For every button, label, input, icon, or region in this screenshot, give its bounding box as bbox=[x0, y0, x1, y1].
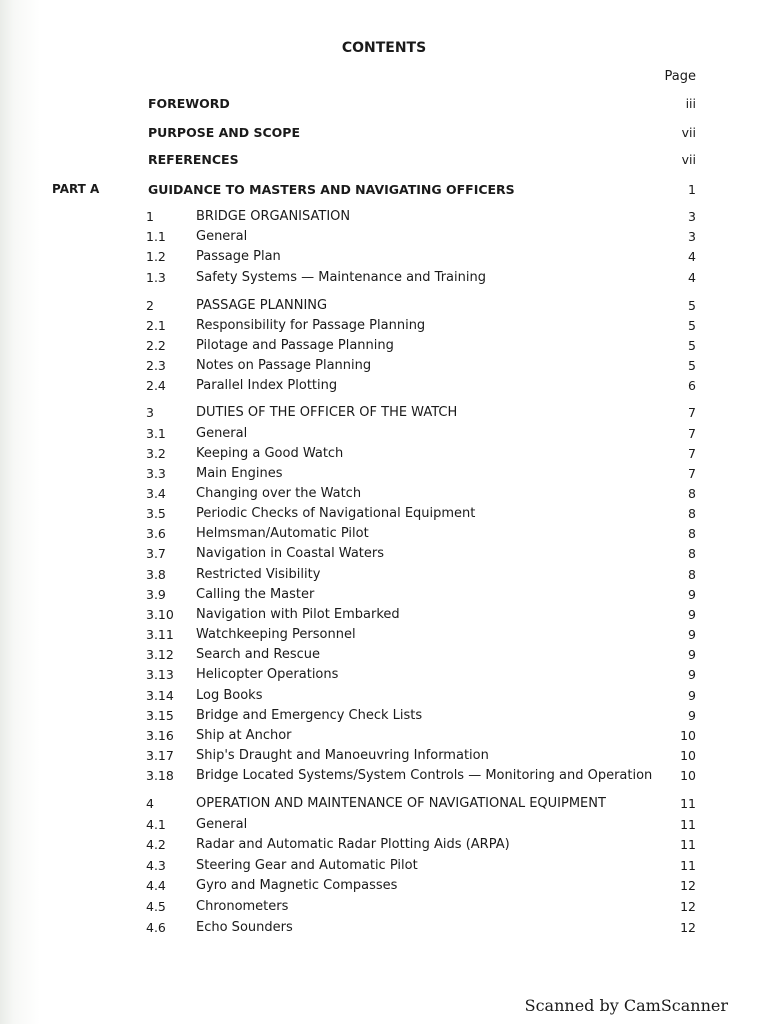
toc-entry-page: 12 bbox=[680, 899, 696, 914]
toc-entry-title: OPERATION AND MAINTENANCE OF NAVIGATIONAL EQUIPMENT bbox=[196, 796, 606, 811]
toc-entry-number: 3.17 bbox=[146, 748, 174, 763]
toc-section bbox=[0, 426, 768, 446]
toc-entry-number: 1.2 bbox=[146, 249, 166, 264]
toc-entry-title: Ship's Draught and Manoeuvring Information bbox=[196, 748, 489, 763]
toc-section bbox=[0, 270, 768, 290]
toc-entry-page: 8 bbox=[688, 486, 696, 501]
toc-chapter bbox=[0, 209, 768, 229]
toc-entry-page: 4 bbox=[688, 270, 696, 285]
toc-entry-references bbox=[0, 152, 768, 172]
toc-section bbox=[0, 446, 768, 466]
toc-entry-title: Gyro and Magnetic Compasses bbox=[196, 878, 398, 893]
toc-section bbox=[0, 837, 768, 857]
toc-entry-page: 10 bbox=[680, 728, 696, 743]
toc-entry-page: 3 bbox=[688, 209, 696, 224]
page-title: CONTENTS bbox=[341, 40, 427, 56]
toc-chapter bbox=[0, 405, 768, 425]
toc-section bbox=[0, 378, 768, 398]
toc-entry-number: 2.3 bbox=[146, 358, 166, 373]
toc-entry-title: Helicopter Operations bbox=[196, 667, 339, 682]
toc-entry-title: General bbox=[196, 426, 248, 441]
toc-section bbox=[0, 768, 768, 788]
toc-entry-title: Bridge Located Systems/System Controls — Monitoring and Operation bbox=[196, 768, 653, 783]
toc-entry-page: 11 bbox=[680, 796, 696, 811]
toc-entry-page: 9 bbox=[688, 587, 696, 602]
toc-entry-title: Helmsman/Automatic Pilot bbox=[196, 526, 369, 541]
toc-section bbox=[0, 728, 768, 748]
toc-entry-number: 4.3 bbox=[146, 858, 166, 873]
toc-section bbox=[0, 920, 768, 940]
toc-entry-page: 8 bbox=[688, 567, 696, 582]
toc-entry-page: 11 bbox=[680, 817, 696, 832]
toc-entry-page: 4 bbox=[688, 249, 696, 264]
toc-entry-page: 6 bbox=[688, 378, 696, 393]
toc-entry-title: Search and Rescue bbox=[196, 647, 320, 662]
scanner-watermark: Scanned by CamScanner bbox=[524, 996, 728, 1015]
toc-entry-purpose-and-scope bbox=[0, 125, 768, 145]
toc-entry-page: 7 bbox=[688, 405, 696, 420]
toc-entry-number: 2 bbox=[146, 298, 154, 313]
toc-entry-number: 3.4 bbox=[146, 486, 166, 501]
toc-entry-title: GUIDANCE TO MASTERS AND NAVIGATING OFFICERS bbox=[148, 182, 515, 197]
toc-section bbox=[0, 249, 768, 269]
toc-entry-number: 4.1 bbox=[146, 817, 166, 832]
toc-entry-page: 9 bbox=[688, 627, 696, 642]
toc-entry-title: Steering Gear and Automatic Pilot bbox=[196, 858, 418, 873]
toc-section bbox=[0, 486, 768, 506]
toc-section bbox=[0, 229, 768, 249]
toc-entry-number: 3.10 bbox=[146, 607, 174, 622]
toc-entry-title: FOREWORD bbox=[148, 96, 230, 111]
toc-section bbox=[0, 587, 768, 607]
toc-section bbox=[0, 318, 768, 338]
toc-entry-page: 8 bbox=[688, 526, 696, 541]
toc-entry-number: 2.2 bbox=[146, 338, 166, 353]
toc-entry-title: Echo Sounders bbox=[196, 920, 293, 935]
toc-section bbox=[0, 688, 768, 708]
toc-entry-title: General bbox=[196, 817, 248, 832]
toc-entry-title: Navigation in Coastal Waters bbox=[196, 546, 385, 561]
toc-entry-title: Watchkeeping Personnel bbox=[196, 627, 356, 642]
toc-entry-page: 3 bbox=[688, 229, 696, 244]
toc-entry-title: REFERENCES bbox=[148, 152, 239, 167]
toc-entry-page: 10 bbox=[680, 748, 696, 763]
toc-entry-number: 3.12 bbox=[146, 647, 174, 662]
toc-section bbox=[0, 858, 768, 878]
toc-section bbox=[0, 708, 768, 728]
toc-entry-page: vii bbox=[681, 152, 696, 167]
toc-entry-title: Responsibility for Passage Planning bbox=[196, 318, 426, 333]
toc-entry-title: BRIDGE ORGANISATION bbox=[196, 209, 351, 224]
toc-entry-title: Radar and Automatic Radar Plotting Aids (ARPA) bbox=[196, 837, 510, 852]
toc-section bbox=[0, 667, 768, 687]
toc-entry-number: 3.7 bbox=[146, 546, 166, 561]
toc-section bbox=[0, 338, 768, 358]
toc-entry-title: Restricted Visibility bbox=[196, 567, 321, 582]
toc-entry-page: 7 bbox=[688, 466, 696, 481]
toc-entry-number: 3 bbox=[146, 405, 154, 420]
toc-entry-page: 9 bbox=[688, 708, 696, 723]
toc-entry-title: PASSAGE PLANNING bbox=[196, 298, 328, 313]
toc-section bbox=[0, 607, 768, 627]
toc-entry-page: 9 bbox=[688, 667, 696, 682]
toc-section bbox=[0, 878, 768, 898]
toc-entry-title: Pilotage and Passage Planning bbox=[196, 338, 394, 353]
toc-entry-title: PURPOSE AND SCOPE bbox=[148, 125, 300, 140]
toc-entry-page: 12 bbox=[680, 878, 696, 893]
page-column-label: Page bbox=[664, 69, 696, 84]
toc-section bbox=[0, 748, 768, 768]
toc-entry-page: 7 bbox=[688, 426, 696, 441]
toc-section bbox=[0, 627, 768, 647]
toc-entry-number: 2.1 bbox=[146, 318, 166, 333]
toc-entry-title: Calling the Master bbox=[196, 587, 315, 602]
toc-entry-title: Navigation with Pilot Embarked bbox=[196, 607, 400, 622]
toc-entry-part-a bbox=[0, 182, 768, 202]
toc-entry-title: Main Engines bbox=[196, 466, 283, 481]
toc-entry-page: iii bbox=[685, 96, 696, 111]
toc-entry-page: 11 bbox=[680, 837, 696, 852]
toc-chapter bbox=[0, 298, 768, 318]
toc-entry-number: 3.9 bbox=[146, 587, 166, 602]
toc-entry-page: 9 bbox=[688, 607, 696, 622]
toc-entry-number: 3.2 bbox=[146, 446, 166, 461]
toc-entry-number: 3.13 bbox=[146, 667, 174, 682]
toc-entry-page: 5 bbox=[688, 318, 696, 333]
toc-section bbox=[0, 899, 768, 919]
toc-entry-page: 9 bbox=[688, 688, 696, 703]
toc-entry-title: Log Books bbox=[196, 688, 263, 703]
toc-entry-number: 3.14 bbox=[146, 688, 174, 703]
toc-entry-number: 1 bbox=[146, 209, 154, 224]
toc-entry-page: 11 bbox=[680, 858, 696, 873]
toc-entry-title: Changing over the Watch bbox=[196, 486, 362, 501]
toc-entry-number: 3.3 bbox=[146, 466, 166, 481]
toc-entry-page: 5 bbox=[688, 358, 696, 373]
toc-entry-title: Periodic Checks of Navigational Equipment bbox=[196, 506, 476, 521]
toc-entry-number: 3.11 bbox=[146, 627, 174, 642]
toc-entry-title: Ship at Anchor bbox=[196, 728, 292, 743]
toc-part-label: PART A bbox=[52, 182, 100, 196]
toc-entry-number: 4 bbox=[146, 796, 154, 811]
toc-entry-number: 3.5 bbox=[146, 506, 166, 521]
toc-entry-number: 4.5 bbox=[146, 899, 166, 914]
toc-chapter bbox=[0, 796, 768, 816]
toc-entry-number: 3.16 bbox=[146, 728, 174, 743]
toc-entry-page: 9 bbox=[688, 647, 696, 662]
toc-section bbox=[0, 567, 768, 587]
toc-entry-title: Notes on Passage Planning bbox=[196, 358, 372, 373]
toc-entry-number: 3.6 bbox=[146, 526, 166, 541]
toc-entry-page: vii bbox=[681, 125, 696, 140]
toc-entry-page: 5 bbox=[688, 298, 696, 313]
toc-entry-number: 4.6 bbox=[146, 920, 166, 935]
toc-entry-number: 3.15 bbox=[146, 708, 174, 723]
toc-entry-page: 7 bbox=[688, 446, 696, 461]
toc-section bbox=[0, 466, 768, 486]
toc-entry-page: 8 bbox=[688, 546, 696, 561]
toc-entry-title: Bridge and Emergency Check Lists bbox=[196, 708, 423, 723]
toc-entry-number: 1.1 bbox=[146, 229, 166, 244]
toc-entry-number: 3.1 bbox=[146, 426, 166, 441]
toc-entry-number: 2.4 bbox=[146, 378, 166, 393]
toc-section bbox=[0, 506, 768, 526]
toc-entry-number: 1.3 bbox=[146, 270, 166, 285]
toc-entry-number: 3.18 bbox=[146, 768, 174, 783]
toc-entry-number: 3.8 bbox=[146, 567, 166, 582]
toc-entry-title: DUTIES OF THE OFFICER OF THE WATCH bbox=[196, 405, 458, 420]
toc-entry-number: 4.2 bbox=[146, 837, 166, 852]
toc-entry-title: Safety Systems — Maintenance and Training bbox=[196, 270, 486, 285]
toc-entry-page: 1 bbox=[688, 182, 696, 197]
toc-section bbox=[0, 546, 768, 566]
toc-entry-title: Keeping a Good Watch bbox=[196, 446, 344, 461]
toc-entry-title: Parallel Index Plotting bbox=[196, 378, 338, 393]
toc-entry-foreword bbox=[0, 96, 768, 116]
toc-entry-title: General bbox=[196, 229, 248, 244]
toc-entry-page: 5 bbox=[688, 338, 696, 353]
toc-entry-page: 10 bbox=[680, 768, 696, 783]
toc-section bbox=[0, 817, 768, 837]
toc-entry-title: Chronometers bbox=[196, 899, 289, 914]
toc-section bbox=[0, 526, 768, 546]
toc-section bbox=[0, 647, 768, 667]
toc-entry-page: 12 bbox=[680, 920, 696, 935]
toc-entry-page: 8 bbox=[688, 506, 696, 521]
toc-entry-number: 4.4 bbox=[146, 878, 166, 893]
toc-section bbox=[0, 358, 768, 378]
toc-entry-title: Passage Plan bbox=[196, 249, 281, 264]
